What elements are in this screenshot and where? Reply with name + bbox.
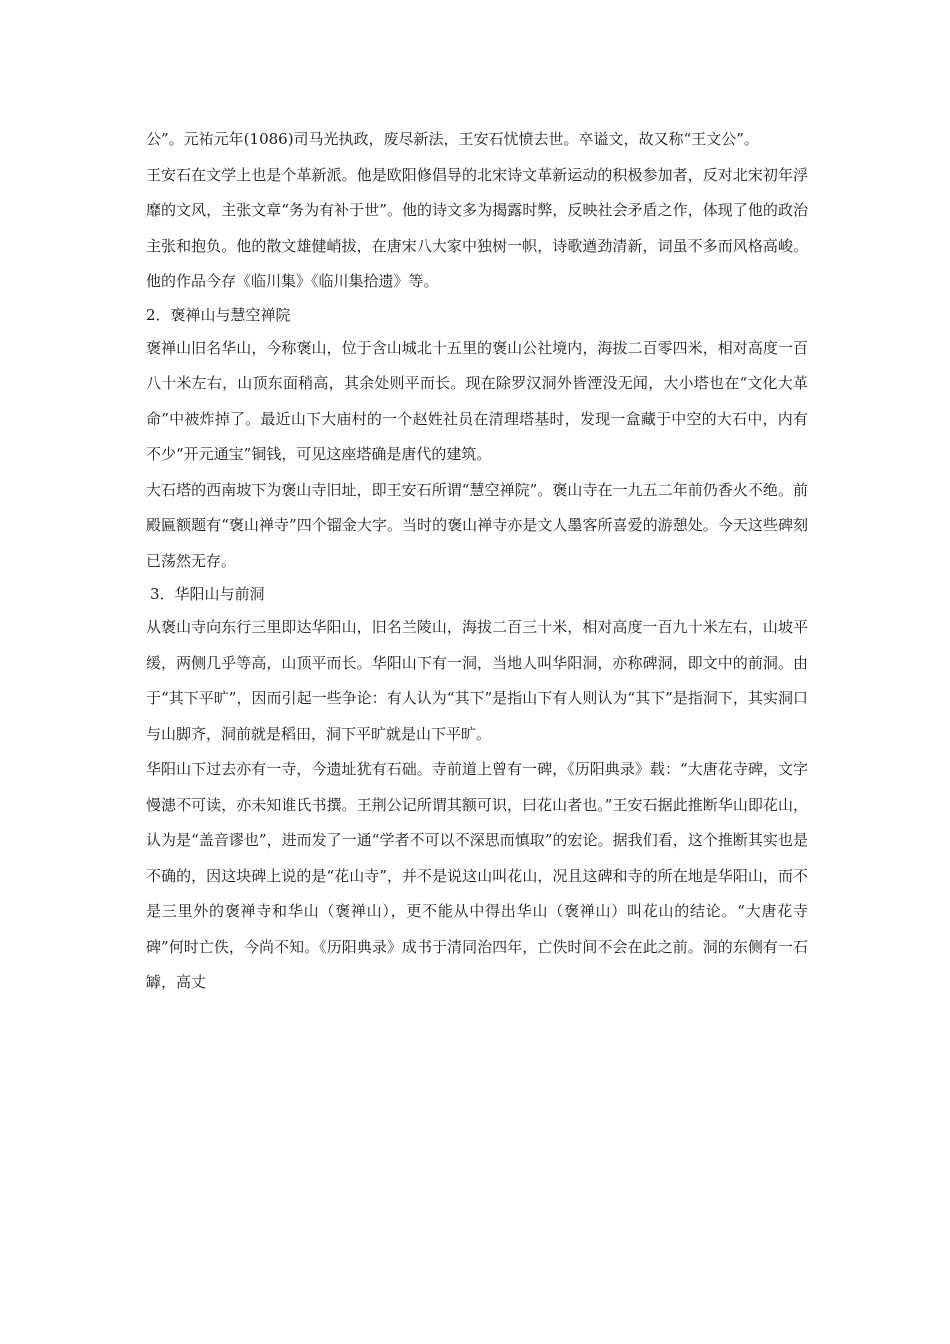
section-heading-baochan-mountain: 2．褒禅山与慧空禅院: [146, 305, 291, 324]
paragraph-wang-anshi-end: 公”。元祐元年(1086)司马光执政，废尽新法，王安石忧愤去世。卒谥文，故又称“王文公”。: [146, 130, 759, 148]
paragraph-huayang-mountain: 从褒山寺向东行三里即达华阳山，旧名兰陵山，海拔二百三十米，相对高度一百九十米左右，山坡平缓，两侧几乎等高，山顶平而长。华阳山下有一洞，当地人叫华阳洞，亦称碑洞，即文中的前洞。由于“其下平旷”，因而引起一些争论：有人认为“其下”是指山下有人则认为“其下”是指洞下，其实洞口与山脚齐，洞前就是稻田，洞下平旷就是山下平旷。: [146, 618, 808, 743]
document-body: [146, 122, 808, 1001]
paragraph-huayang-temple: 华阳山下过去亦有一寺，今遗址犹有石础。寺前道上曾有一碑，《历阳典录》载：“大唐花寺碑，文字慢漶不可读，亦未知谁氏书撰。王荆公记所谓其额可识，曰花山者也。”王安石据此推断华山即花山，认为是“盖音谬也”，进而发了一通“学者不可以不深思而慎取”的宏论。据我们看，这个推断其实也是不确的，因这块碑上说的是“花山寺”，并不是说这山叫花山，况且这碑和寺的所在地是华阳山，而不是三里外的褒禅寺和华山（褒禅山），更不能从中得出华山（褒禅山）叫花山的结论。“大唐花寺碑”何时亡佚，今尚不知。《历阳典录》成书于清同治四年，亡佚时间不会在此之前。洞的东侧有一石罅，高丈: [146, 760, 808, 991]
paragraph-baochan-mountain: 褒禅山旧名华山，今称褒山，位于含山城北十五里的褒山公社境内，海拔二百零四米，相对高度一百八十米左右，山顶东面稍高，其余处则平而长。现在除罗汉洞外皆湮没无闻，大小塔也在“文化大革命”中被炸掉了。最近山下大庙村的一个赵姓社员在清理塔基时，发现一盒藏于中空的大石中，内有不少“开元通宝”铜钱，可见这座塔确是唐代的建筑。: [146, 338, 808, 463]
section-heading-huayang-mountain: 3．华阳山与前洞: [150, 585, 265, 603]
paragraph-baoshan-temple: 大石塔的西南坡下为褒山寺旧址，即王安石所谓“慧空禅院”。褒山寺在一九五二年前仍香火不绝。前殿匾额题有“褒山禅寺”四个镏金大字。当时的褒山禅寺亦是文人墨客所喜爱的游憩处。今天这些碑刻已荡然无存。: [146, 480, 808, 570]
paragraph-literary-reform: 王安石在文学上也是个革新派。他是欧阳修倡导的北宋诗文革新运动的积极参加者，反对北宋初年浮靡的文风，主张文章“务为有补于世”。他的诗文多为揭露时弊，反映社会矛盾之作，体现了他的政治主张和抱负。他的散文雄健峭拔，在唐宋八大家中独树一帜，诗歌遒劲清新，词虽不多而风格高峻。他的作品今存《临川集》《临川集拾遗》等。: [146, 165, 808, 290]
